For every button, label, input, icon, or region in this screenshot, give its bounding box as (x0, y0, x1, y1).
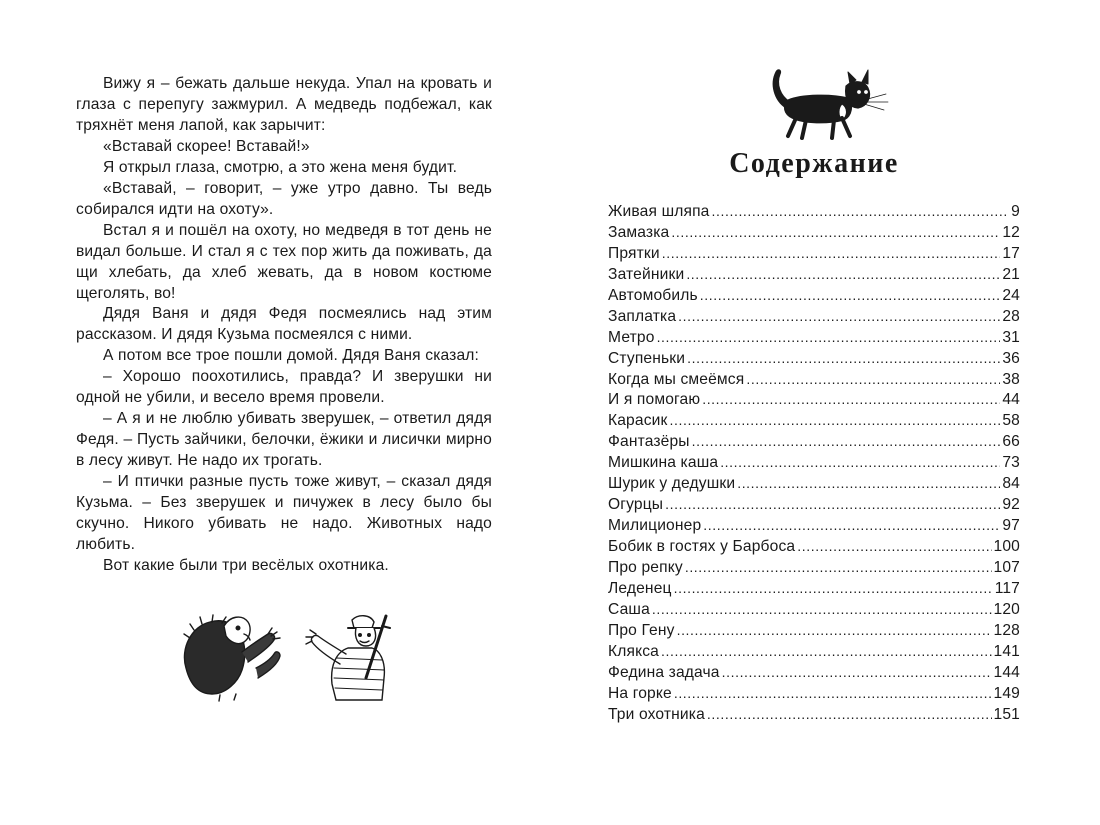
toc-leader-dots (692, 431, 1001, 452)
toc-entry-title: Метро (608, 328, 655, 346)
toc-page-number: 84 (1002, 475, 1020, 493)
toc-leader-dots (746, 369, 1000, 390)
toc-entry (608, 285, 1020, 306)
story-paragraph: – А я и не люблю убивать зверушек, – ответил дядя Федя. – Пусть зайчики, белочки, ёжики и лисички мирно в лесу живут. Не надо их трогать. (76, 410, 492, 470)
toc-page-number: 120 (993, 600, 1020, 618)
toc-entry (608, 201, 1020, 222)
toc-page-number: 149 (993, 684, 1020, 702)
toc-entry (608, 599, 1020, 620)
toc-page-number: 44 (1002, 391, 1020, 409)
toc-entry-title: И я помогаю (608, 391, 701, 409)
toc-entry (608, 578, 1020, 599)
story-paragraph: Вот какие были три весёлых охотника. (103, 556, 389, 574)
toc-entry (608, 515, 1020, 536)
toc-entry-title: Клякса (608, 642, 659, 660)
table-of-contents (608, 201, 1020, 724)
toc-leader-dots (674, 683, 992, 704)
toc-page-number: 100 (993, 538, 1020, 555)
toc-entry-title: Про репку (608, 558, 683, 576)
toc-leader-dots (722, 662, 992, 683)
toc-entry-title: Карасик (608, 412, 668, 430)
story-paragraph: «Вставай, – говорит, – уже утро давно. Ты ведь собирался идти на охоту». (76, 179, 492, 218)
toc-entry-title: Затейники (608, 265, 685, 283)
toc-entry-title: Прятки (608, 244, 660, 262)
toc-entry-title: Про Гену (608, 621, 675, 639)
toc-page-number: 17 (1002, 244, 1020, 262)
toc-entry (608, 431, 1020, 452)
toc-leader-dots (707, 704, 992, 725)
story-paragraph: «Вставай скорее! Вставай!» (103, 137, 310, 155)
toc-leader-dots (677, 620, 992, 641)
left-page (76, 74, 492, 577)
story-paragraph: А потом все трое пошли домой. Дядя Ваня сказал: (103, 347, 480, 365)
toc-entry (608, 348, 1020, 369)
toc-page-number: 97 (1002, 517, 1020, 535)
toc-page-number: 117 (994, 579, 1020, 597)
toc-leader-dots (700, 285, 1001, 306)
toc-leader-dots (685, 557, 992, 578)
toc-leader-dots (687, 348, 1000, 369)
toc-entry (608, 389, 1020, 410)
toc-leader-dots (652, 599, 992, 620)
toc-entry (608, 683, 1020, 704)
toc-entry-title: Три охотника (608, 705, 705, 723)
toc-entry-title: Фантазёры (608, 433, 690, 451)
story-paragraph: Я открыл глаза, смотрю, а это жена меня будит. (103, 158, 458, 176)
toc-entry (608, 641, 1020, 662)
toc-leader-dots (712, 201, 1010, 222)
toc-page-number: 141 (993, 642, 1020, 660)
toc-entry-title: Ступеньки (608, 349, 686, 367)
toc-page-number: 151 (993, 705, 1020, 723)
toc-page-number: 92 (1002, 496, 1020, 514)
toc-entry (608, 704, 1020, 725)
toc-entry-title: Шурик у дедушки (608, 475, 736, 493)
toc-entry-title: Леденец (608, 579, 672, 597)
toc-page-number: 36 (1002, 349, 1020, 367)
toc-leader-dots (703, 515, 1000, 536)
toc-page-number: 24 (1002, 286, 1020, 304)
toc-page-number: 21 (1002, 265, 1020, 283)
toc-page-number: 73 (1002, 454, 1020, 472)
toc-entry (608, 369, 1020, 390)
toc-entry (608, 494, 1020, 515)
toc-entry (608, 620, 1020, 641)
toc-leader-dots (797, 536, 991, 557)
toc-leader-dots (665, 494, 1000, 515)
toc-page-number: 9 (1011, 203, 1020, 220)
toc-entry-title: Саша (608, 600, 650, 618)
toc-entry-title: Заплатка (608, 307, 677, 325)
toc-leader-dots (674, 578, 993, 599)
toc-entry (608, 264, 1020, 285)
toc-page-number: 38 (1002, 370, 1020, 388)
toc-leader-dots (737, 473, 1000, 494)
toc-leader-dots (686, 264, 1000, 285)
toc-leader-dots (720, 452, 1000, 473)
cat-illustration (762, 64, 892, 142)
toc-page-number: 107 (993, 558, 1020, 576)
toc-page-number: 144 (993, 663, 1020, 681)
toc-leader-dots (657, 327, 1001, 348)
toc-leader-dots (661, 641, 992, 662)
toc-leader-dots (662, 243, 1001, 264)
toc-title: Содержание (729, 148, 899, 179)
toc-page-number: 66 (1002, 433, 1020, 451)
toc-entry-title: Замазка (608, 223, 670, 241)
toc-page-number: 128 (993, 621, 1020, 639)
toc-entry (608, 662, 1020, 683)
toc-entry (608, 557, 1020, 578)
toc-entry (608, 327, 1020, 348)
bear-and-hunter-illustration (176, 608, 408, 702)
toc-entry-title: Мишкина каша (608, 454, 719, 472)
toc-leader-dots (669, 410, 1000, 431)
toc-entry-title: Федина задача (608, 663, 720, 681)
toc-page-number: 28 (1002, 307, 1020, 325)
toc-entry-title: Бобик в гостях у Барбоса (608, 538, 796, 555)
toc-entry-title: Огурцы (608, 496, 664, 514)
toc-entry (608, 243, 1020, 264)
toc-page-number: 58 (1002, 412, 1020, 430)
toc-entry (608, 222, 1020, 243)
story-text (76, 74, 492, 577)
toc-entry-title: Живая шляпа (608, 203, 710, 220)
story-paragraph: Дядя Ваня и дядя Федя посмеялись над этим рассказом. И дядя Кузьма посмеялся с ними. (76, 305, 492, 344)
toc-page-number: 31 (1002, 328, 1020, 346)
toc-entry-title: Когда мы смеёмся (608, 370, 745, 388)
toc-entry-title: Автомобиль (608, 286, 698, 304)
toc-entry (608, 306, 1020, 327)
toc-leader-dots (671, 222, 1000, 243)
toc-leader-dots (702, 389, 1000, 410)
toc-leader-dots (678, 306, 1000, 327)
toc-entry (608, 473, 1020, 494)
toc-entry (608, 452, 1020, 473)
toc-entry-title: Милиционер (608, 517, 702, 535)
toc-entry-title: На горке (608, 684, 672, 702)
story-paragraph: Вижу я – бежать дальше некуда. Упал на кровать и глаза с перепугу зажмурил. А медведь подбежал, как тряхнёт меня лапой, как зарычит: (76, 75, 492, 134)
story-paragraph: – И птички разные пусть тоже живут, – сказал дядя Кузьма. – Без зверушек и пичужек в лесу было бы скучно. Никого убивать не надо. Животных надо любить. (76, 473, 492, 553)
toc-entry (608, 536, 1020, 557)
toc-page-number: 12 (1002, 223, 1020, 241)
story-paragraph: Встал я и пошёл на охоту, но медведя в тот день не видал больше. И стал я с тех пор жить да поживать, да щи хлебать, да хлеб жевать, да в новом костюме щеголять, во! (76, 221, 492, 302)
toc-entry (608, 410, 1020, 431)
story-paragraph: – Хорошо поохотились, правда? И зверушки ни одной не убили, и весело время провели. (76, 368, 492, 407)
